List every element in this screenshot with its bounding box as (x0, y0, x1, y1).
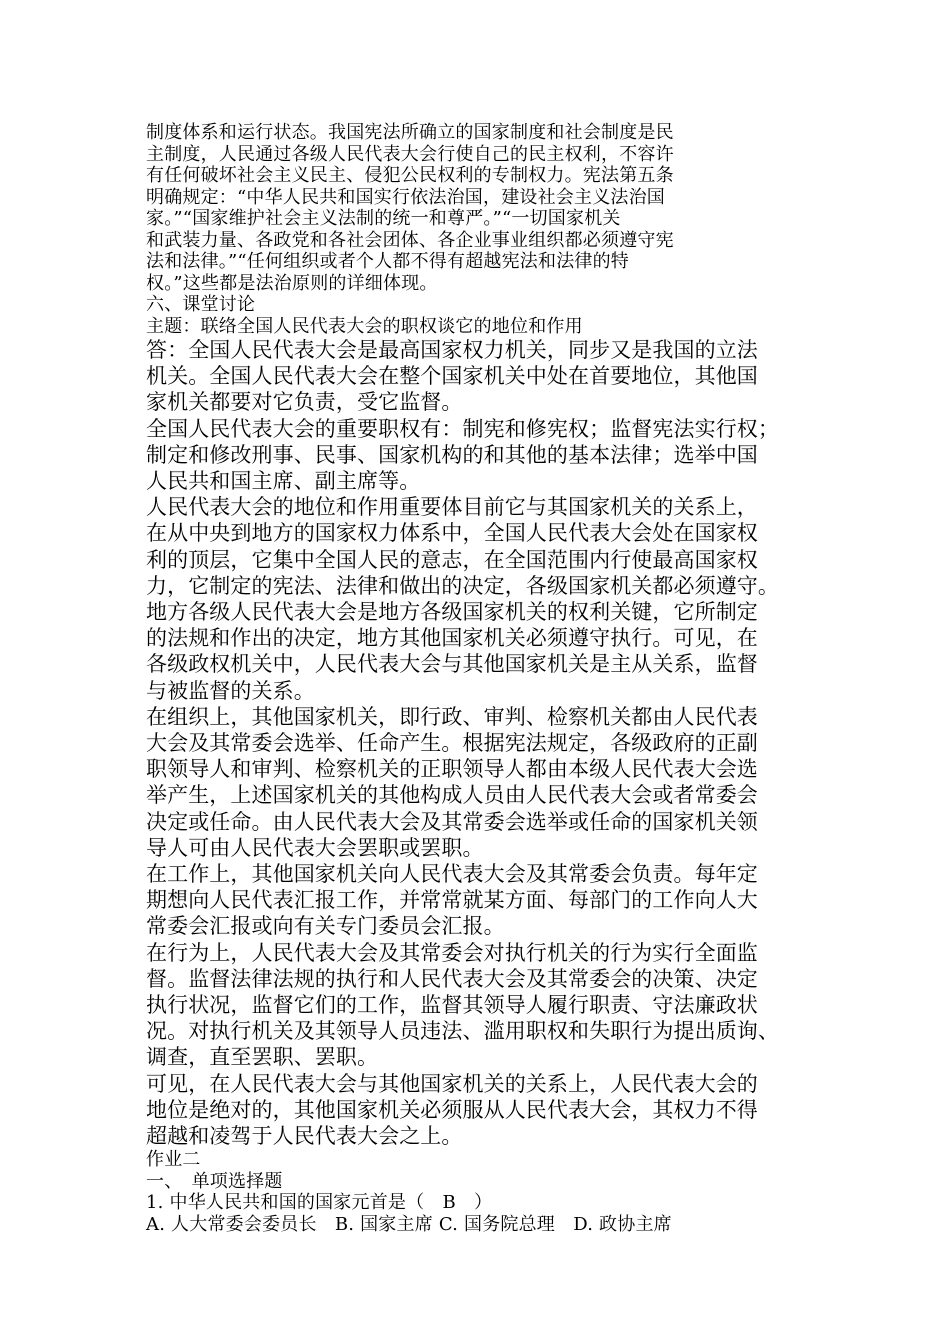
text-line: 常委会汇报或向有关专门委员会汇报。 (146, 914, 505, 939)
text-line: 期想向人民代表汇报工作，并常常就某方面、每部门的工作向人大 (146, 888, 758, 913)
text-line: 权。”这些都是法治原则的详细体现。 (146, 272, 438, 294)
text-line: 在工作上，其他国家机关向人民代表大会及其常委会负责。每年定 (146, 862, 758, 887)
text-block-constitution (146, 122, 816, 337)
document-page (146, 122, 816, 1235)
text-line: 可见，在人民代表大会与其他国家机关的关系上，人民代表大会的 (146, 1071, 758, 1096)
text-line: 大会及其常委会选举、任命产生。根据宪法规定，各级政府的正副 (146, 731, 758, 756)
text-line: 举产生，上述国家机关的其他构成人员由人民代表大会或者常委会 (146, 783, 758, 808)
text-line: 制定和修改刑事、民事、国家机构的和其他的基本法律；选举中国 (146, 442, 758, 467)
homework-heading: 作业二 (146, 1149, 201, 1171)
text-line: 在组织上，其他国家机关，即行政、审判、检察机关都由人民代表 (146, 704, 758, 729)
text-line: 全国人民代表大会的重要职权有：制宪和修宪权；监督宪法实行权； (146, 416, 779, 441)
text-line: 在行为上，人民代表大会及其常委会对执行机关的行为实行全面监 (146, 940, 758, 965)
text-line: 职领导人和审判、检察机关的正职领导人都由本级人民代表大会选 (146, 757, 758, 782)
text-block-discussion-answer (146, 337, 816, 1149)
text-line: 与被监督的关系。 (146, 678, 315, 703)
text-line: 主制度，人民通过各级人民代表大会行使自己的民主权利，不容许 (146, 143, 674, 165)
text-line: 执行状况，监督它们的工作，监督其领导人履行职责、守法廉政状 (146, 993, 758, 1018)
text-line: 法和法律。”“任何组织或者个人都不得有超越宪法和法律的特 (146, 251, 630, 272)
text-line: 的法规和作出的决定，地方其他国家机关必须遵守执行。可见，在 (146, 626, 758, 651)
question-options: A. 人大常委会委员长 B. 国家主席 C. 国务院总理 D. 政协主席 (146, 1213, 672, 1235)
text-line: 家机关都要对它负责，受它监督。 (146, 390, 463, 415)
text-line: 家。”“国家维护社会主义法制的统一和尊严。”“一切国家机关 (146, 208, 621, 229)
text-line: 导人可由人民代表大会罢职或罢职。 (146, 835, 484, 860)
text-line: 各级政权机关中，人民代表大会与其他国家机关是主从关系，监督 (146, 652, 758, 677)
question-stem: 1. 中华人民共和国的国家元首是（ B ） (146, 1192, 493, 1214)
text-line: 答：全国人民代表大会是最高国家权力机关，同步又是我国的立法 (146, 338, 758, 362)
text-line: 地方各级人民代表大会是地方各级国家机关的权利关键，它所制定 (146, 600, 758, 625)
text-line: 决定或任命。由人民代表大会及其常委会选举或任命的国家机关领 (146, 809, 758, 834)
text-line: 制度体系和运行状态。我国宪法所确立的国家制度和社会制度是民 (146, 122, 674, 143)
text-line: 地位是绝对的，其他国家机关必须服从人民代表大会，其权力不得 (146, 1097, 758, 1122)
discussion-topic: 主题：联络全国人民代表大会的职权谈它的地位和作用 (146, 315, 583, 337)
text-line: 调查，直至罢职、罢职。 (146, 1045, 379, 1070)
text-line: 明确规定：“中华人民共和国实行依法治国，建设社会主义法治国 (146, 186, 665, 208)
text-line: 机关。全国人民代表大会在整个国家机关中处在首要地位，其他国 (146, 364, 758, 389)
text-line: 况。对执行机关及其领导人员违法、滥用职权和失职行为提出质询、 (146, 1019, 779, 1044)
question-section-heading: 一、 单项选择题 (146, 1170, 283, 1192)
text-line: 在从中央到地方的国家权力体系中，全国人民代表大会处在国家权 (146, 521, 758, 546)
text-line: 人民共和国主席、副主席等。 (146, 469, 421, 494)
text-line: 督。监督法律法规的执行和人民代表大会及其常委会的决策、决定 (146, 966, 758, 991)
text-line: 和武装力量、各政党和各社会团体、各企业事业组织都必须遵守宪 (146, 229, 674, 251)
text-line: 力，它制定的宪法、法律和做出的决定，各级国家机关都必须遵守。 (146, 573, 779, 598)
text-line: 超越和凌驾于人民代表大会之上。 (146, 1124, 463, 1149)
text-line: 有任何破坏社会主义民主、侵犯公民权利的专制权力。宪法第五条 (146, 165, 674, 186)
text-line: 利的顶层，它集中全国人民的意志，在全国范围内行使最高国家权 (146, 547, 758, 572)
text-line: 人民代表大会的地位和作用重要体目前它与其国家机关的关系上， (146, 495, 758, 520)
text-block-homework (146, 1149, 816, 1235)
section-heading: 六、课堂讨论 (146, 294, 256, 315)
